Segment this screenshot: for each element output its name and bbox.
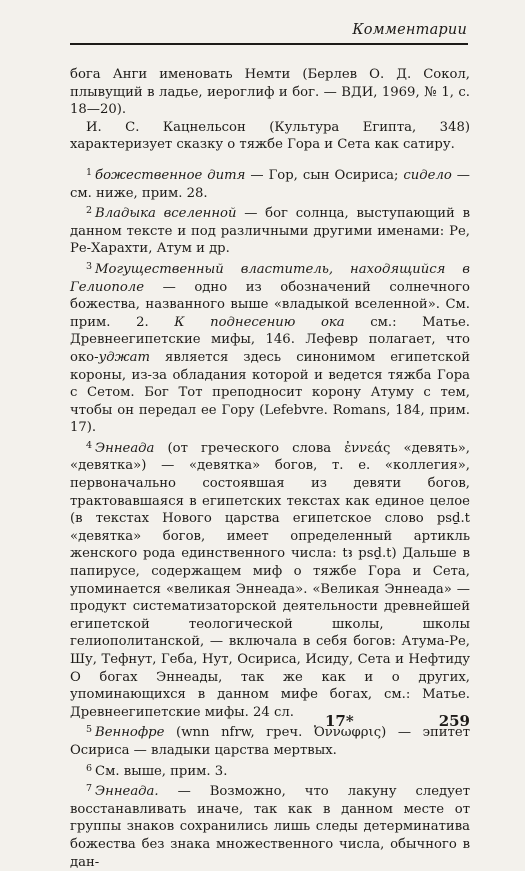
section-gap bbox=[70, 154, 470, 164]
note-number: 1 bbox=[86, 166, 93, 178]
note-text: — Гор, сын Осириса; bbox=[245, 167, 404, 183]
note-text: — одно из обозначений солнечного божества, названного выше «владыкой вселенной». См. прим. 2. bbox=[70, 279, 470, 330]
page-number: 259 bbox=[438, 712, 470, 730]
note-number: 2 bbox=[86, 205, 93, 217]
note-text: см.: Матье. Древнеегипетские мифы, 146. Лефевр полагает, что око- bbox=[70, 314, 470, 365]
running-head: Комментарии bbox=[352, 22, 467, 38]
note-term: сидело bbox=[403, 167, 452, 183]
note-3 bbox=[70, 258, 470, 437]
intro-paragraph: богa Анги именовать Немти (Берлев О. Д. Сокол, плывущий в ладье, иероглиф и бог. — ВДИ, 1969, № 1, с. 18—20). bbox=[70, 67, 470, 118]
note-6 bbox=[70, 760, 470, 781]
note-term: Веннофре bbox=[95, 725, 165, 741]
note-text: (wnn nfrw, греч. Ὀννωφρις) — эпитет Осириса — владыки царства мертвых. bbox=[70, 725, 470, 758]
note-text: (от греческого слова ἐννεάς «девять», «девятка») — «девятка» богов, т. е. «коллегия», первоначально состоявшая из девяти богов, трактовавшаяся в египетских текстах как единое целое (в текстах Нового царства египетское слово psḏ.t «девятка» богов, имеет определенный артикль женского рода единственного числа: tꜣ psḏ.t) Дальше в папирусе, содержащем миф о тяжбе Гора и Сета, упоминается «великая Эннеада». «Великая Эннеада» — продукт систематизаторской деятельности древнейшей египетской теологической школы, школы гелиополитанской, — включала в себя богов: Атума-Ре, Шу, Тефнут, Геба, Нут, Осириса, Исиду, Сета и Нефтиду О богах Эннеады, так же как и о других, упоминающихся в данном мифе богах, см.: Матье. Древнеегипетские мифы. 24 сл. bbox=[70, 440, 470, 720]
note-number: 3 bbox=[86, 260, 93, 272]
page-body bbox=[70, 66, 470, 871]
note-text: является здесь синонимом египетской короны, из-за обладания которой и ведется тяжба Гора с Сетом. Бог Тот преподносит корону Атуму с тем, чтобы он передал ее Гору (Lefebvre. Romans, 184, прим. 17). bbox=[70, 349, 470, 436]
note-1 bbox=[70, 164, 470, 202]
note-text: — бог солнца, выступающий в данном тексте и под различными другими именами: Ре, Ре-Харахти, Атум и др. bbox=[70, 206, 470, 257]
note-text: — см. ниже, прим. 28. bbox=[70, 167, 470, 201]
note-term: уджат bbox=[98, 349, 150, 365]
note-number: 4 bbox=[86, 439, 93, 451]
note-text: — Возможно, что лакуну следует восстанавливать иначе, так как в данном месте от группы знаков сохранились лишь следы детерминатива божества без знака множественного числа, обычного в дан- bbox=[70, 784, 470, 870]
note-number: 6 bbox=[86, 762, 93, 774]
note-term: Эннеада. bbox=[95, 784, 159, 800]
note-term: Эннеада bbox=[95, 440, 155, 456]
note-2 bbox=[70, 202, 470, 258]
printer-signature: 17* bbox=[325, 712, 354, 730]
note-7 bbox=[70, 780, 470, 871]
note-number: 7 bbox=[86, 783, 93, 795]
header-rule bbox=[70, 43, 468, 45]
page-footer bbox=[70, 712, 470, 732]
note-term: К поднесению ока bbox=[174, 314, 345, 330]
note-number: 5 bbox=[86, 724, 93, 736]
note-4 bbox=[70, 437, 470, 722]
note-term: Владыка вселенной bbox=[95, 206, 237, 222]
note-term: божественное дитя bbox=[95, 167, 246, 183]
note-text: См. выше, прим. 3. bbox=[95, 763, 228, 779]
katsnelson-paragraph: И. С. Кацнельсон (Культура Египта, 348) характеризует сказку о тяжбе Гора и Сета как сатиру. bbox=[70, 119, 470, 153]
note-term: Могущественный властитель, находящийся в Гелиополе bbox=[70, 261, 470, 295]
